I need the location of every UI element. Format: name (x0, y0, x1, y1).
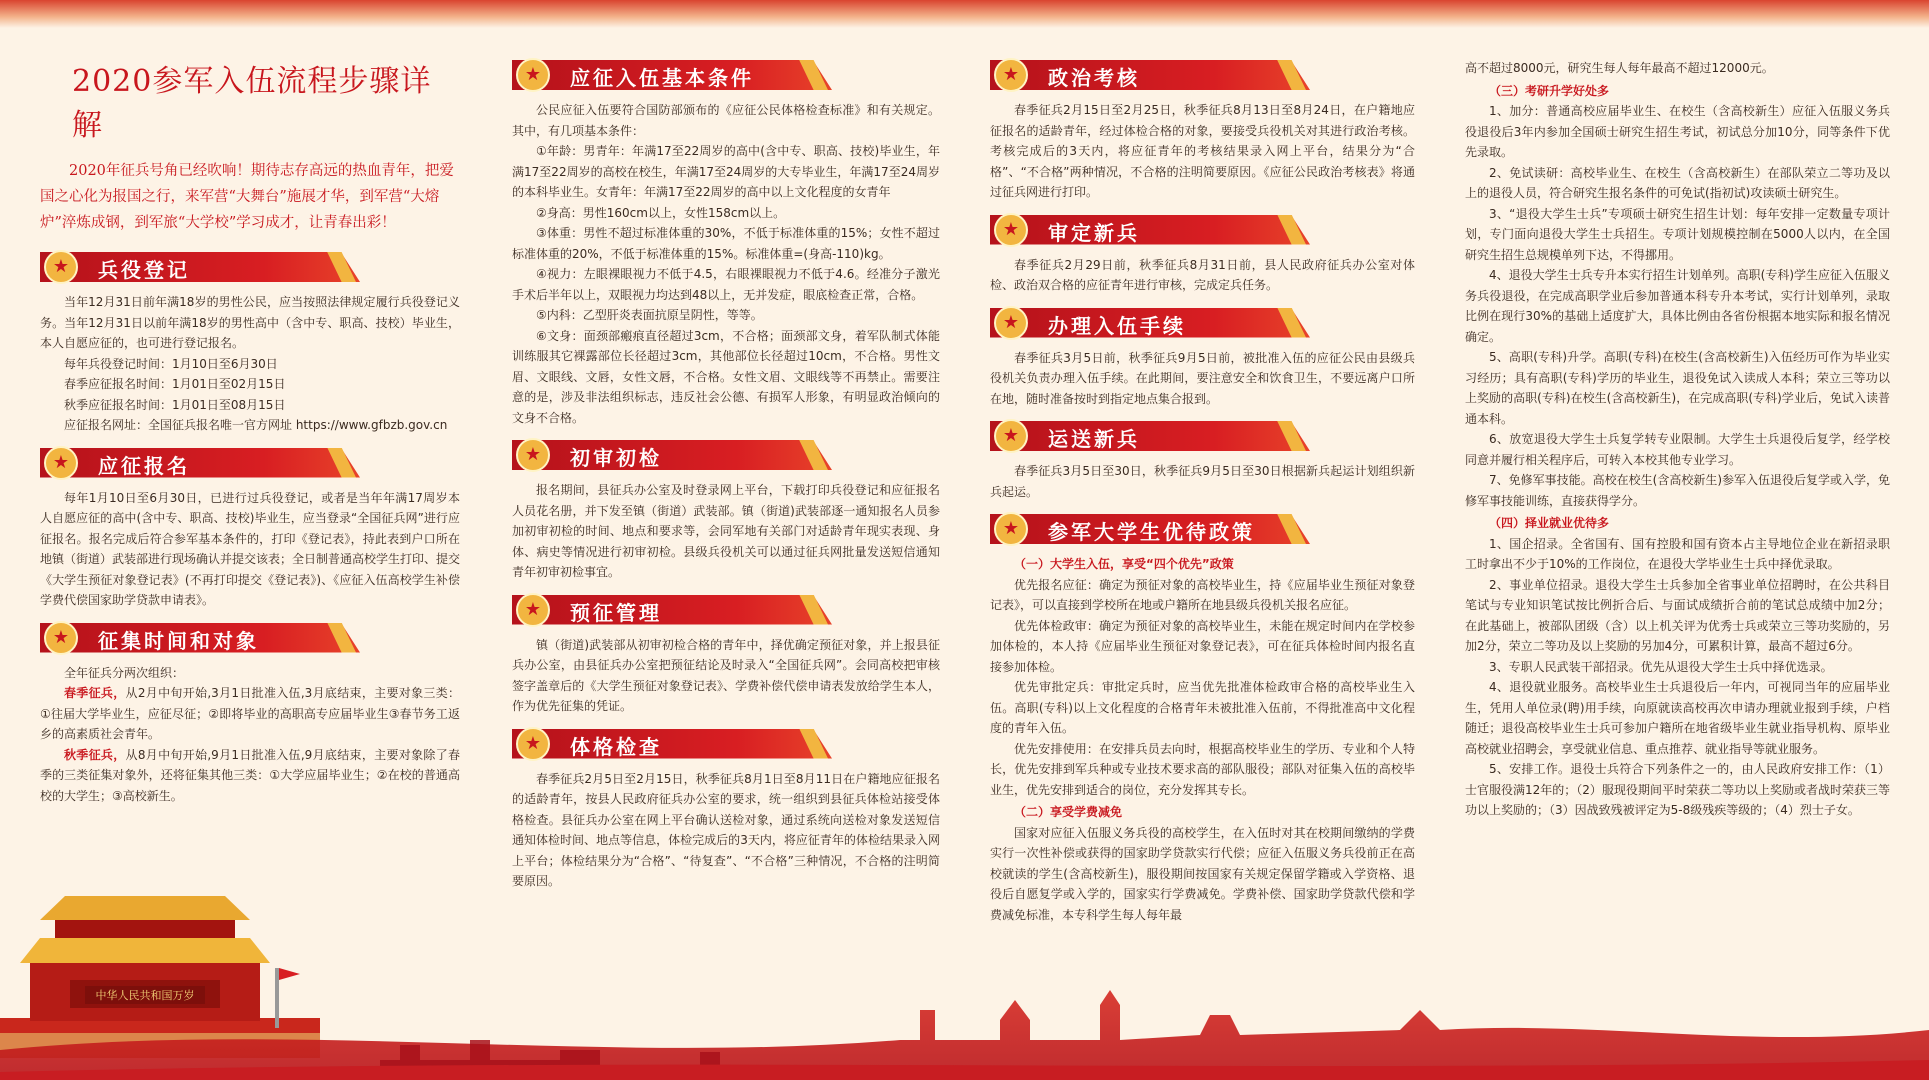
autumn-label: 秋季征兵， (64, 747, 126, 762)
banner-bar (512, 595, 832, 625)
section-banner-initial-check (512, 438, 940, 472)
paragraph: 优先安排使用：在安排兵员去向时，根据高校毕业生的学历、专业和个人特长，优先安排到军兵种或专业技术要求高的部队服役；部队对征集入伍的高校毕业生，优先安排到适合的岗位，充分发挥其专长。 (990, 741, 1415, 797)
banner-bar (990, 215, 1310, 245)
city-skyline (0, 980, 1929, 1080)
paragraph: 镇（街道)武装部从初审初检合格的青年中，择优确定预征对象，并上报县征兵办公室，由县征兵办公室把预征结论及时录入“全国征兵网”。会同高校把审核签字盖章后的《大学生预征对象登记表》、学费补偿代偿申请表发放给学生本人，作为优先征集的凭证。 (512, 637, 940, 713)
section-heading: 应征报名 (98, 453, 190, 478)
paragraph: 春季征兵2月15日至2月25日，秋季征兵8月13日至8月24日，在户籍地应征报名的适龄青年，经过体检合格的对象，要接受兵役机关对其进行政治考核。考核完成后的3天内，将应征青年的考核结果录入网上平台，结果分为“合格”、“不合格”两种情况，不合格的注明简要原因。《应征公民政治考核表》将通过征兵网进行打印。 (990, 103, 1415, 199)
paragraph: 3、专职人民武装干部招录。优先从退役大学生士兵中择优选录。 (1489, 659, 1833, 674)
autumn-text: 从8月中旬开始,9月1日批准入伍,9月底结束，主要对象除了春季的三类征集对象外，还将征集其他三类：①大学应届毕业生；②在校的普通高校的大学生；③高校新生。 (40, 747, 460, 803)
section-heading: 应征入伍基本条件 (570, 66, 754, 90)
section-banner-policies (990, 512, 1415, 546)
paragraph: ⑤内科：乙型肝炎表面抗原呈阴性，等等。 (536, 308, 763, 322)
paragraph: 春季征兵3月5日至30日，秋季征兵9月5日至30日根据新兵起运计划组织新兵起运。 (990, 464, 1415, 499)
paragraph: 3、“退役大学生士兵”专项硕士研究生招生计划：每年安排一定数量专项计划，专门面向退役大学生士兵招生。专项计划规模控制在5000人以内，在全国研究生招生总规模单列下达，不得挪用。 (1465, 206, 1890, 262)
star-icon: ★ (994, 213, 1028, 247)
column-4 (1465, 58, 1890, 821)
section-banner-pre-enlistment (512, 593, 940, 627)
section-banner-political (990, 58, 1415, 92)
intro-text: 2020年征兵号角已经吹响！期待志存高远的热血青年，把爱国之心化为报国之行，来军营“大舞台”施展才华，到军营“大熔炉”淬炼成钢，到军旅“大学校”学习成才，让青春出彩！ (40, 163, 454, 231)
section-heading: 参军大学生优待政策 (1048, 520, 1255, 544)
section-banner-approve (990, 213, 1415, 247)
paragraph (40, 745, 460, 807)
banner-bar (40, 448, 360, 478)
section-heading: 预征管理 (570, 600, 662, 625)
banner-bar (512, 440, 832, 470)
section-heading: 运送新兵 (1048, 427, 1140, 451)
line: 每年兵役登记时间：1月10日至6月30日 (64, 356, 278, 371)
column-3 (990, 48, 1415, 925)
paragraph (40, 683, 460, 745)
paragraph: 1、加分：普通高校应届毕业生、在校生（含高校新生）应征入伍服义务兵役退役后3年内参加全国硕士研究生招生考试，初试总分加10分，同等条件下优先录取。 (1465, 104, 1890, 159)
paragraph: ②身高：男性160cm以上，女性158cm以上。 (536, 205, 786, 220)
section-heading: 兵役登记 (98, 258, 190, 282)
banner-bar (990, 421, 1310, 451)
paragraph: 报名期间，县征兵办公室及时登录网上平台，下载打印兵役登记和应征报名人员花名册，并下发至镇（街道）武装部。镇（街道)武装部逐一通知报名人员参加初审初检的时间、地点和要求等，会同军地有关部门对适龄青年现实表现、身体、病史等情况进行初审初检。县级兵役机关可以通过征兵网批量发送短信通知青年初审初检事宜。 (512, 483, 940, 579)
section-banner-apply (40, 446, 460, 480)
spring-label: 春季征兵， (64, 686, 126, 700)
paragraph: 公民应征入伍要符合国防部颁布的《应征公民体格检查标准》和有关规定。其中，有几项基本条件： (512, 103, 940, 138)
subheading: （四）择业就业优待多 (1489, 516, 1610, 530)
star-icon: ★ (994, 58, 1028, 92)
paragraph: 全年征兵分两次组织： (64, 665, 185, 680)
section-heading: 政治考核 (1048, 66, 1140, 90)
paragraph: 春季征兵2月5日至2月15日，秋季征兵8月1日至8月11日在户籍地应征报名的适龄青年，按县人民政府征兵办公室的要求，统一组织到县征兵体检站接受体格检查。县征兵办公室在网上平台确认送检对象，通过系统向送检对象发送短信通知体检时间、地点等信息，体检完成后的3天内，将应征青年的体检结果录入网上平台；体检结果分为“合格”、“待复查”、“不合格”三种情况，不合格的注明简要原因。 (512, 771, 940, 888)
column-1 (40, 48, 460, 806)
paragraph: 4、退役大学生士兵专升本实行招生计划单列。高职(专科)学生应征入伍服义务兵役退役，在完成高职学业后参加普通本科专升本考试，实行计划单列，录取比例在现行30%的基础上适度扩大，具体比例由各省份根据本地实际和报名情况确定。 (1465, 268, 1891, 344)
paragraph: 当年12月31日前年满18岁的男性公民，应当按照法律规定履行兵役登记义务。当年12月31日以前年满18岁的男性高中（含中专、职高、技校）毕业生，本人自愿应征的，也可进行登记报名。 (40, 295, 460, 350)
paragraph: 春季征兵3月5日前，秋季征兵9月5日前，被批准入伍的应征公民由县级兵役机关负责办理入伍手续。在此期间，要注意安全和饮食卫生，不要远离户口所在地，随时准备按时到指定地点集合报到。 (990, 350, 1415, 406)
star-icon: ★ (44, 621, 78, 655)
section-heading: 审定新兵 (1048, 220, 1140, 245)
subheading: （二）享受学费减免 (1014, 805, 1123, 819)
paragraph: ⑥文身：面颈部瘢痕直径超过3cm，不合格；面颈部文身，着军队制式体能训练服其它裸露部位长径超过3cm，其他部位长径超过10cm，不合格。男性文眉、文眼线、文唇，女性文唇，不合格。女性文眉、文眼线等不再禁止。需要注意的是，涉及非法组织标志，违反社会公德、有损军人形象，有明显政治倾向的文身不合格。 (512, 328, 940, 425)
star-icon: ★ (44, 250, 78, 284)
subheading: （一）大学生入伍，享受“四个优先”政策 (1014, 557, 1234, 571)
section-banner-transport (990, 419, 1415, 453)
page-title: 2020参军入伍流程步骤详解 (72, 64, 432, 143)
paragraph: ④视力：左眼裸眼视力不低于4.5，右眼裸眼视力不低于4.6。经准分子激光手术后半年以上，双眼视力均达到48以上，无并发症，眼底检查正常，合格。 (512, 267, 940, 302)
column-2 (512, 48, 940, 892)
star-icon: ★ (516, 438, 550, 472)
banner-bar (990, 60, 1310, 90)
paragraph: 高不超过8000元，研究生每人每年最高不超过12000元。 (1465, 61, 1774, 75)
paragraph: 1、国企招录。全省国有、国有控股和国有资本占主导地位企业在新招录职工时拿出不少于10%的工作岗位，在退役大学毕业生士兵中择优录取。 (1465, 536, 1890, 571)
paragraph: 每年1月10日至6月30日，已进行过兵役登记，或者是当年年满17周岁本人自愿应征的高中(含中专、职高、技校)毕业生，应当登录“全国征兵网”进行应征报名。报名完成后符合参军基本条件的，打印《登记表》，持此表到户口所在地镇（街道）武装部进行现场确认并提交该表；全日制普通高校学生打印、提交《大学生预征对象登记表》(不再打印提交《登记表》)、《应征入伍高校学生补偿学费代偿国家助学贷款申请表》。 (40, 490, 461, 607)
section-heading: 初审初检 (570, 446, 662, 470)
star-icon: ★ (44, 446, 78, 480)
star-icon: ★ (994, 512, 1028, 546)
section-banner-procedures (990, 306, 1415, 340)
paragraph: 6、放宽退役大学生士兵复学转专业限制。大学生士兵退役后复学，经学校同意并履行相关程序后，可转入本校其他专业学习。 (1465, 432, 1890, 467)
paragraph: 春季征兵2月29日前，秋季征兵8月31日前，县人民政府征兵办公室对体检、政治双合格的应征青年进行审核，完成定兵任务。 (990, 257, 1415, 292)
star-icon: ★ (516, 58, 550, 92)
paragraph: 2、免试读研：高校毕业生、在校生（含高校新生）在部队荣立二等功及以上的退役人员，符合研究生报名条件的可免试(指初试)攻读硕士研究生。 (1465, 165, 1890, 200)
spring-text: 从2月中旬开始,3月1日批准入伍,3月底结束，主要对象三类：①往届大学毕业生，应征尽征；②即将毕业的高职高专应届毕业生③春节务工返乡的高素质社会青年。 (40, 686, 460, 741)
paragraph: 优先报名应征：确定为预征对象的高校毕业生，持《应届毕业生预征对象登记表》，可以直接到学校所在地或户籍所在地县级兵役机关报名应征。 (990, 577, 1415, 612)
paragraph: ①年龄：男青年：年满17至22周岁的高中(含中专、职高、技校)毕业生，年满17至22周岁的高校在校生，年满17至24周岁的大专毕业生，年满17至24周岁的本科毕业生。女青年：年满17至22周岁的高中以上文化程度的女青年 (512, 144, 940, 199)
star-icon: ★ (516, 593, 550, 627)
banner-bar (40, 252, 360, 282)
section-banner-conditions (512, 58, 940, 92)
star-icon: ★ (994, 306, 1028, 340)
section-heading: 办理入伍手续 (1048, 313, 1186, 338)
paragraph: 5、高职(专科)升学。高职(专科)在校生(含高校新生)入伍经历可作为毕业实习经历；具有高职(专科)学历的毕业生，退役免试入读成人本科；荣立三等功以上奖励的高职(专科)在校生(含高校新生)，在完成高职(专科)学业后，免试入读普通本科。 (1465, 350, 1890, 426)
paragraph: 优先体检政审：确定为预征对象的高校毕业生，未能在规定时间内在学校参加体检的，本人持《应届毕业生预征对象登记表》，可在征兵体检时间内报名直接参加体检。 (990, 618, 1415, 674)
line: 秋季应征报名时间：1月01日至08月15日 (64, 397, 286, 412)
section-banner-time (40, 621, 460, 655)
paragraph: 7、免修军事技能。高校在校生(含高校新生)参军入伍退役后复学或入学，免修军事技能训练，直接获得学分。 (1465, 473, 1891, 508)
banner-bar (512, 729, 832, 759)
line: 春季应征报名时间：1月01日至02月15日 (64, 377, 286, 391)
section-heading: 体格检查 (570, 734, 662, 759)
paragraph: 国家对应征入伍服义务兵役的高校学生，在入伍时对其在校期间缴纳的学费实行一次性补偿或获得的国家助学贷款实行代偿；应征入伍服义务兵役前正在高校就读的学生(含高校新生)，服役期间按国家有关规定保留学籍或入学资格、退役后自愿复学或入学的，国家实行学费减免。学费补偿、国家助学贷款代偿和学费减免标准，本专科学生每人每年最 (990, 825, 1415, 922)
star-icon: ★ (516, 727, 550, 761)
paragraph: ③体重：男性不超过标准体重的30%，不低于标准体重的15%；女性不超过标准体重的20%，不低于标准体重的15%。标准体重=(身高-110)kg。 (512, 226, 940, 261)
paragraph: 2、事业单位招录。退役大学生士兵参加全省事业单位招聘时，在公共科目笔试与专业知识笔试按比例折合后、与面试成绩折合前的笔试总成绩中加2分；在此基础上，被部队团级（含）以上机关评为优秀士兵或荣立三等功奖励的，另加2分，荣立二等功及以上奖励的另加4分，可累积计算，最高不超过6分。 (1465, 577, 1890, 653)
section-banner-registration (40, 250, 460, 284)
palace-sign: 中华人民共和国万岁 (95, 989, 195, 1002)
website-line: 应征报名网址：全国征兵报名唯一官方网址 https://www.gfbzb.gov.cn (64, 418, 448, 432)
top-band (0, 0, 1929, 28)
section-banner-physical (512, 727, 940, 761)
star-icon: ★ (994, 419, 1028, 453)
paragraph: 优先审批定兵：审批定兵时，应当优先批准体检政审合格的高校毕业生入伍。高职(专科)以上文化程度的合格青年未被批准入伍前，不得批准高中文化程度的青年入伍。 (990, 680, 1415, 735)
paragraph: 5、安排工作。退役士兵符合下列条件之一的，由人民政府安排工作：（1）士官服役满12年的；（2）服现役期间平时荣获二等功以上奖励或者战时荣获三等功以上奖励的；（3）因战致残被评定为5-8级残疾等级的；（4）烈士子女。 (1465, 762, 1890, 817)
section-heading: 征集时间和对象 (98, 628, 259, 653)
subheading: （三）考研升学好处多 (1489, 83, 1610, 98)
paragraph: 4、退役就业服务。高校毕业生士兵退役后一年内，可视同当年的应届毕业生，凭用人单位录(聘)用手续，向原就读高校再次申请办理就业报到手续，户档随迁；退役高校毕业生士兵可参加户籍所在地省级毕业生就业指导机构、原毕业高校就业招聘会，享受就业信息、重点推荐、就业指导等就业服务。 (1465, 680, 1890, 756)
